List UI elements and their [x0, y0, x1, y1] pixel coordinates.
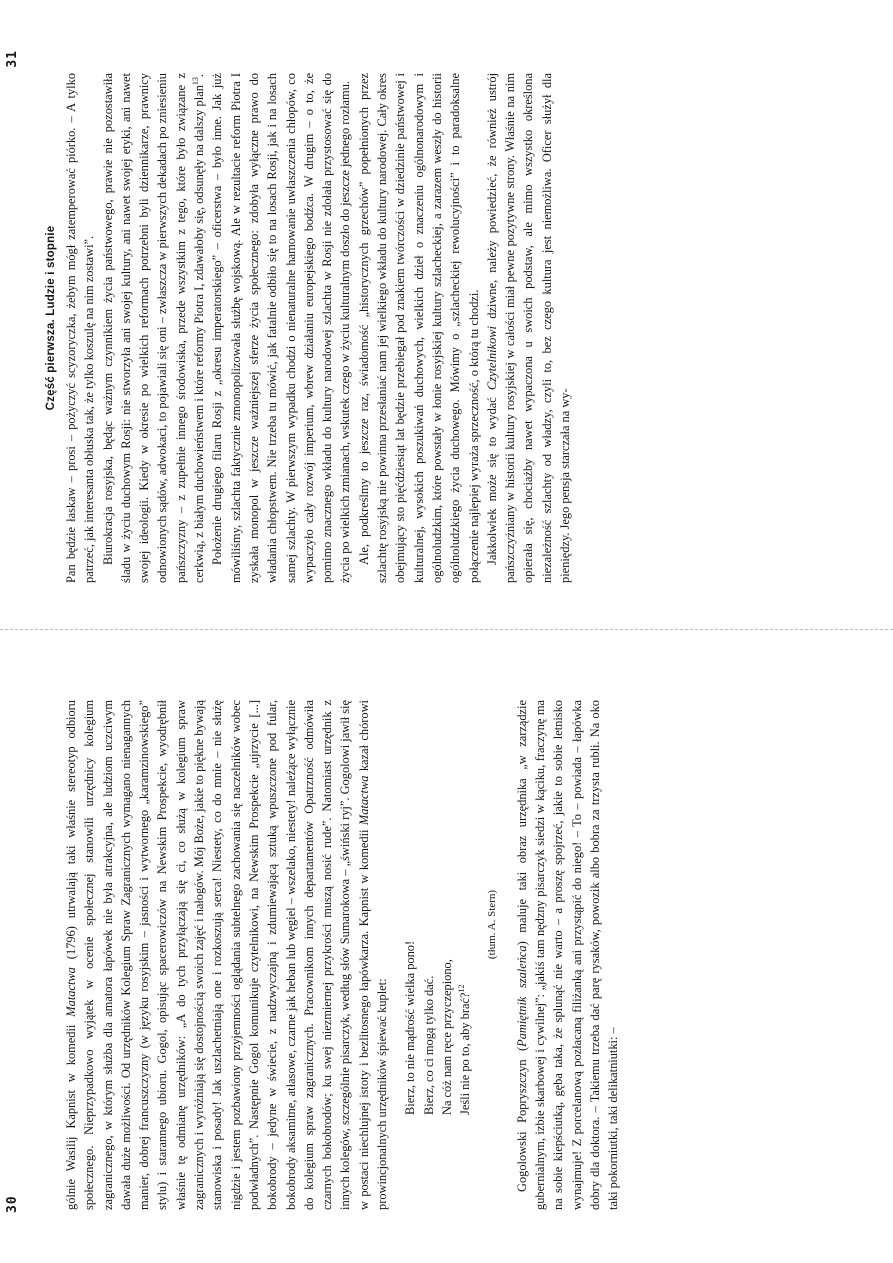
- text-span: dziwne, należy powiedzieć, że również ustrój pańszczyźniany w historii kultury rosyjskiej w całości miał pewne pozytywne strony. Właśnie na nim opierała się, chociażby nawet wypaczona u swoich podstaw, ale mimo wszystko określona niezależność szlachty od władzy, czyli to, bez czego kultura jest niemożliwa. Oficer służył dla pieniędzy. Jego pensja starczała na wy-: [484, 72, 573, 583]
- poem-line-last: Jeśli nie po to, aby brać?$^{12}$: [457, 984, 473, 1115]
- title-italic: Matactwa: [64, 967, 78, 1017]
- poem-quote: [401, 700, 474, 1115]
- footnote-marker: 13: [190, 77, 200, 86]
- title-italic: Pamiętnik szaleńca: [514, 945, 529, 1047]
- page-number-right: 31: [5, 50, 20, 68]
- translator-credit: (tłum. A. Stern): [485, 890, 498, 960]
- paragraph: Ale, podkreślmy to jeszcze raz, świadomość „historycznych grzechów” popełnionych przez szlachtę rosyjską nie powinna przesłaniać nam jej wielkiego wkładu do kultury narodowej. Cały okres obejmujący sto pięćdziesiąt lat będzie przebiegał pod znakiem twórczości w dziedzinie państwowej i kulturalnej, wysokich poszukiwań duchowych, wielkich dzieł o znaczeniu ogólnonarodowym i ogólnoludzkim, które powstały w łonie rosyjskiej kultury szlacheckiej, a zarazem weszły do historii ogólnoludzkiego życia duchowego. Mówimy o „szlacheckiej rewolucyjności” i to paradoksalne połączenie najlepiej wyraża sprzeczność, o którą tu chodzi.: [356, 73, 481, 583]
- poem-line: Bierz, to nie mądrość wielka pono!: [403, 940, 418, 1115]
- right-page-text: [62, 73, 574, 583]
- paragraph: Biurokracja rosyjska, będąc ważnym czynnikiem życia państwowego, prawie nie pozostawiła śladu w życiu duchowym Rosji: nie stworzyła ani swojej kultury, ani nawet swojej etyki, ani nawet swojej ideologii. Kiedy w okresie po wielkich reformach potrzebni byli dziennikarze, prawnicy odnowionych sądów, adwokaci, to pojawiali się oni – zwłaszcza w pierwszych dekadach po zniesieniu pańszczyzny – z zupełnie innego środowiska, przede wszystkim z tego, które było związane z cerkwią, z białym duchowieństwem i które reformy Piotra I, zdawałoby się, odsunęły na dalszy plan$^{13}$.: [100, 73, 207, 583]
- paragraph: Pan będzie łaskaw – prosi – pożyczyć scyzoryczka, żebym mógł zatemperować piórko. – A tylko patrzeć, jak interesanta obłuska tak, że tylko koszulę na nim zostawi”.: [64, 73, 97, 583]
- paragraph: [483, 73, 574, 583]
- italic-word: Czytelnikowi: [484, 326, 499, 391]
- text-span: Biurokracja rosyjska, będąc ważnym czynnikiem życia państwowego, prawie nie pozostawiła śladu w życiu duchowym Rosji: nie stworzyła ani swojej kultury, ani nawet swojej etyki, ani nawet swojej ideologii. Kiedy w okresie po wielkich reformach potrzebni byli dziennikarze, prawnicy odnowionych sądów, adwokaci, to pojawiali się oni – zwłaszcza w pierwszych dekadach po zniesieniu pańszczyzny – z zupełnie innego środowiska, przede wszystkim z tego, które było związane z cerkwią, z białym duchowieństwem i które reformy Piotra I, zdawałoby się, odsunęły na dalszy plan: [100, 73, 207, 583]
- left-page: [0, 645, 893, 1245]
- text-span: (1796) utrwalają taki właśnie stereotyp odbioru społecznego. Nieprzypadkowo wyjątek w ocenie społecznej stanowili urzędnicy kolegium zagranicznego, w którym służba dla amatora łapówek nie była atrakcyjna, ale ludziom uczciwym dawała duże możliwości. Od urzędników Kolegium Spraw Zagranicznych wymagano nienagannych manier, dobrej francuszczyzny (w języku rosyjskim – jasności i wytwornego „karamzinowskiego” stylu) i starannego ubioru. Gogol, opisując spacerowiczów na Newskim Prospekcie, wyodrębnił właśnie tę odmianę urzędników: „A do tych przyłączają się ci, co służą w kolegium spraw zagranicznych i wyróżniają się dostojnością swoich zajęć i nałogów. Mój Boże, jakie to piękne bywają stanowiska i posady! Jak uszlachetniają one i rozkoszują serca! Niestety, co do mnie – nie służę nigdzie i jestem pozbawiony przyjemności oglądania subtelnego zachowania się naczelników wobec podwładnych”. Następnie Gogol komunikuje czytelnikowi, na Newskim Prospekcie „ujrzycie [...] bokobrody – jedyne w świecie, z nadzwyczajną i zdumiewającą sztuką wpuszczone pod fular, bokobrody aksamitne, atłasowe, czarne jak heban lub węgiel – wszelako, niestety! należące wyłącznie do kolegium spraw zagranicznych. Pracownikom innych departamentów Opatrzność odmówiła czarnych bokobrodów; ku swej niezmiernej przykrości muszą nosić rude”. Natomiast urzędnik z innych kolegów, szczególnie pisarczyk, według słów Sumarokowa – „świński ryj”. Gogolowi jawił się w postaci niechlujnej istoty i bezlitosnego łapówkarza. Kapnist w komedii: [64, 700, 371, 1210]
- text-span: Gogolowski Popryszczyn (: [514, 1046, 529, 1192]
- page-gutter: [0, 629, 893, 630]
- footnote-marker: 12: [457, 984, 467, 993]
- poem-line: Bierz, co ci mogą tylko dać.: [421, 975, 436, 1115]
- text-span: kazał chórowi prowincjonalnych urzędników śpiewać kuplet:: [356, 700, 390, 1210]
- text-span: gólnie Wasilij Kapnist w komedii: [64, 1024, 78, 1210]
- title-italic: Matactwa: [356, 775, 371, 826]
- paragraph: [62, 700, 391, 1210]
- running-header: Część pierwsza. Ludzie i stopnie: [45, 225, 57, 411]
- poem-line: Na cóż nam ręce przyczepiono,: [439, 959, 454, 1115]
- page-number-left: 30: [5, 1195, 20, 1213]
- text-span: Jakkolwiek może się to wydać: [484, 397, 499, 565]
- left-page-text: [62, 700, 623, 1210]
- right-page: [0, 18, 893, 618]
- paragraph: [513, 700, 623, 1210]
- paragraph: Położenie drugiego filaru Rosji z „okresu imperatorskiego” – oficerstwa – było inne. Jak już mówiliśmy, szlachta faktycznie zmonopolizowała służbę wojskową. Ale w rezultacie reform Piotra I zyskała monopol w jeszcze ważniejszej sferze życia społecznego: zdobyła wyłączne prawo do władania chłopstwem. Nie trzeba tu mówić, jak fatalnie odbiło się to na losach Rosji, jak i na losach samej szlachty. W pierwszym wypadku chodzi o nienaturalne hamowanie uwłaszczenia chłopów, co wypaczyło cały rozwój imperium, wbrew działaniu europejskiego bodźca. W drugim – o to, że pomimo znacznego wkładu do kultury narodowej szlachta w Rosji nie zdołała przystosować się do życia po wielkich zmianach, wskutek czego w życiu kulturalnym doszło do jeszcze jednego rozłamu.: [210, 73, 353, 583]
- text-span: ) maluje taki obraz urzędnika „w zarządzie gubernialnym, izbie skarbowej i cywilnej”: „jakiś tam nędzny pisarczyk siedzi w kąciku, fraczynę ma na sobie kiepściutką, gęba taka, że splunąć nie warto – a proszę spojrzeć, jakie to sobie letnisko wynajmuje! Z porcelanową pozłacaną filiżanką ani przystąpić do niego! – To – powiada – łapówka dobry dla doktora. – Takiemu trzeba dać parę rysaków, powozik albo bobra za trzysta rubli. Na oko taki pokorniutki, taki delikatniutki: –: [514, 700, 621, 1210]
